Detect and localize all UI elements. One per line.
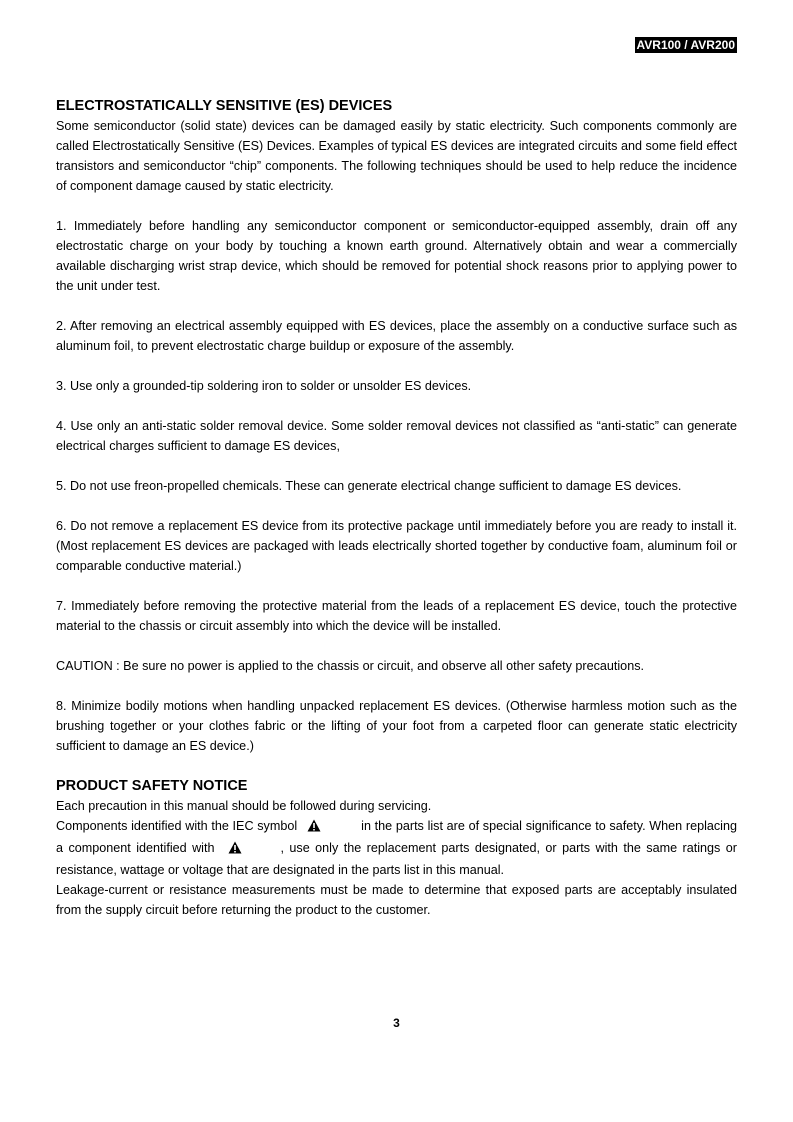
model-badge: AVR100 / AVR200 [636, 38, 735, 52]
safety-line-2-start: Components identified with the IEC symbol [56, 819, 298, 833]
safety-line-1: Each precaution in this manual should be followed during servicing. [56, 799, 432, 813]
es-item-6: 6. Do not remove a replacement ES device from its protective package until immediately before you are ready to install it. (Most replacement ES devices are packaged with leads electrically shorted together by conductive foam, aluminum foil or comparable conductive material.) [56, 519, 737, 573]
safety-line-2 [56, 816, 737, 880]
safety-line-2-end: , use only the replacement parts designated, or parts with the same ratings or resistance, wattage or voltage that are designated in the parts list in this manual. [56, 841, 737, 877]
es-caution: CAUTION : Be sure no power is applied to the chassis or circuit, and observe all other safety precautions. [56, 659, 644, 673]
es-section-title: ELECTROSTATICALLY SENSITIVE (ES) DEVICES [56, 98, 393, 114]
es-item-5: 5. Do not use freon-propelled chemicals. These can generate electrical change sufficient to damage ES devices. [56, 479, 682, 493]
document-body [56, 96, 737, 920]
es-item-3: 3. Use only a grounded-tip soldering iron to solder or unsolder ES devices. [56, 379, 472, 393]
es-intro: Some semiconductor (solid state) devices can be damaged easily by static electricity. Such components commonly are called Electrostatically Sensitive (ES) Devices. Examples of typical ES devices are integrated circuits and some field effect transistors and semiconductor “chip” components. The following techniques should be used to help reduce the incidence of component damage caused by static electricity. [56, 119, 737, 193]
es-item-7: 7. Immediately before removing the protective material from the leads of a replacement ES device, touch the protective material to the chassis or circuit assembly into which the device will be installed. [56, 599, 737, 633]
es-item-1: 1. Immediately before handling any semiconductor component or semiconductor-equipped assembly, drain off any electrostatic charge on your body by touching a known earth ground. Alternatively obtain and wear a commercially available discharging wrist strap device, which should be removed for potential shock reasons prior to applying power to the unit under test. [56, 219, 737, 293]
warning-triangle-icon [228, 840, 242, 860]
safety-line-3: Leakage-current or resistance measurements must be made to determine that exposed parts are acceptably insulated from the supply circuit before returning the product to the customer. [56, 883, 737, 917]
safety-section-title: PRODUCT SAFETY NOTICE [56, 778, 248, 794]
warning-triangle-icon [307, 818, 321, 838]
es-item-4: 4. Use only an anti-static solder removal device. Some solder removal devices not classified as “anti-static” can generate electrical charges sufficient to damage ES devices, [56, 419, 737, 453]
page-number: 3 [393, 1016, 400, 1030]
safety-line-2-middle: in the parts list are of special significance to safety. When replacing a component identified with [56, 819, 737, 855]
es-item-2: 2. After removing an electrical assembly equipped with ES devices, place the assembly on a conductive surface such as aluminum foil, to prevent electrostatic charge buildup or exposure of the assembly. [56, 319, 737, 353]
es-item-8: 8. Minimize bodily motions when handling unpacked replacement ES devices. (Otherwise harmless motion such as the brushing together or your clothes fabric or the lifting of your foot from a carpeted floor can generate static electricity sufficient to damage an ES device.) [56, 699, 737, 753]
